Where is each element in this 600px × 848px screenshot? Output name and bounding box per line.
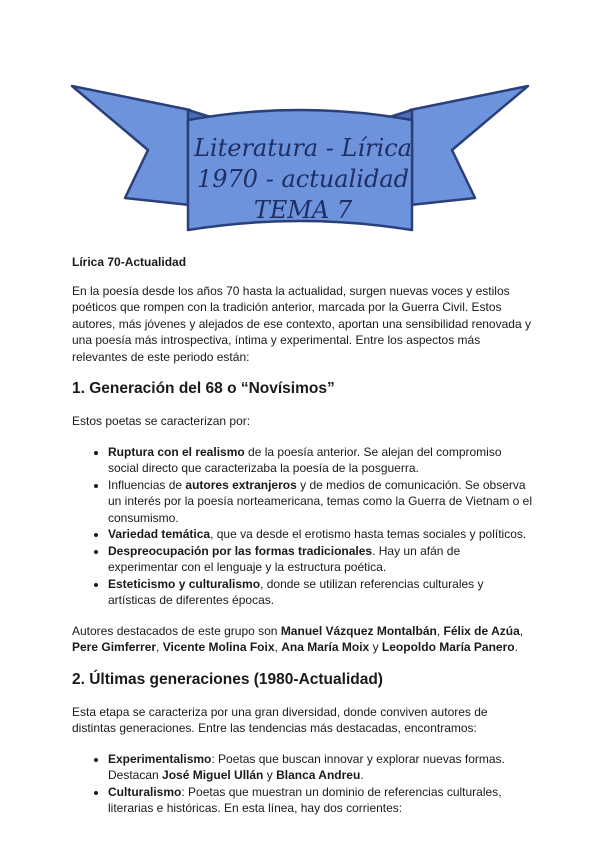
list-item: • Esteticismo y culturalismo, donde se utilizan referencias culturales y artísticas de diferentes épocas. [108,576,532,609]
list-item: • Despreocupación por las formas tradicionales. Hay un afán de experimentar con el lenguaje y la estructura poética. [108,543,532,576]
banner-right-tail [410,86,528,205]
banner-line-2: 1970 - actualidad [197,165,409,193]
list-item: • Ruptura con el realismo de la poesía anterior. Se alejan del compromiso social directo que caracterizaba la poesía de la posguerra. [108,444,532,477]
list-item: • Experimentalismo: Poetas que buscan innovar y explorar nuevas formas. Destacan José Miguel Ullán y Blanca Andreu. [108,751,532,784]
section-1-heading: 1. Generación del 68 o “Novísimos” [72,380,335,397]
section-2-list [72,751,532,817]
banner-title [188,133,418,226]
banner-left-tail [72,86,190,205]
section-2-intro: Esta etapa se caracteriza por una gran diversidad, donde conviven autores de distintas generaciones. Entre las tendencias más destacadas, encontramos: [72,704,488,735]
section-1-list [72,444,532,609]
section-1-authors: Autores destacados de este grupo son Manuel Vázquez Montalbán, Félix de Azúa, Pere Gimferrer, Vicente Molina Foix, Ana María Moix y Leopoldo María Panero. [72,623,524,654]
document-body [72,254,532,831]
section-1-intro: Estos poetas se caracterizan por: [72,414,251,428]
list-item: • Influencias de autores extranjeros y de medios de comunicación. Se observa un interés por la poesía norteamericana, temas como la Guerra de Vietnam o el consumismo. [108,477,532,527]
section-label: Lírica 70-Actualidad [72,255,187,269]
list-item: • Variedad temática, que va desde el erotismo hasta temas sociales y políticos. [108,526,532,543]
banner-line-1: Literatura - Lírica [193,134,412,162]
banner-line-3: TEMA 7 [253,196,353,224]
list-item: • Culturalismo: Poetas que muestran un dominio de referencias culturales, literarias e históricas. En esta línea, hay dos corrientes: [108,784,532,817]
section-2-heading: 2. Últimas generaciones (1980-Actualidad) [72,670,383,688]
intro-paragraph: En la poesía desde los años 70 hasta la actualidad, surgen nuevas voces y estilos poéticos que rompen con la tradición anterior, marcada por la Guerra Civil. Estos autores, más jóvenes y alejados de ese contexto, aportan una sensibilidad renovada y una poesía más introspectiva, íntima y experimental. Entre los aspectos más relevantes de este periodo están: [72,283,531,364]
